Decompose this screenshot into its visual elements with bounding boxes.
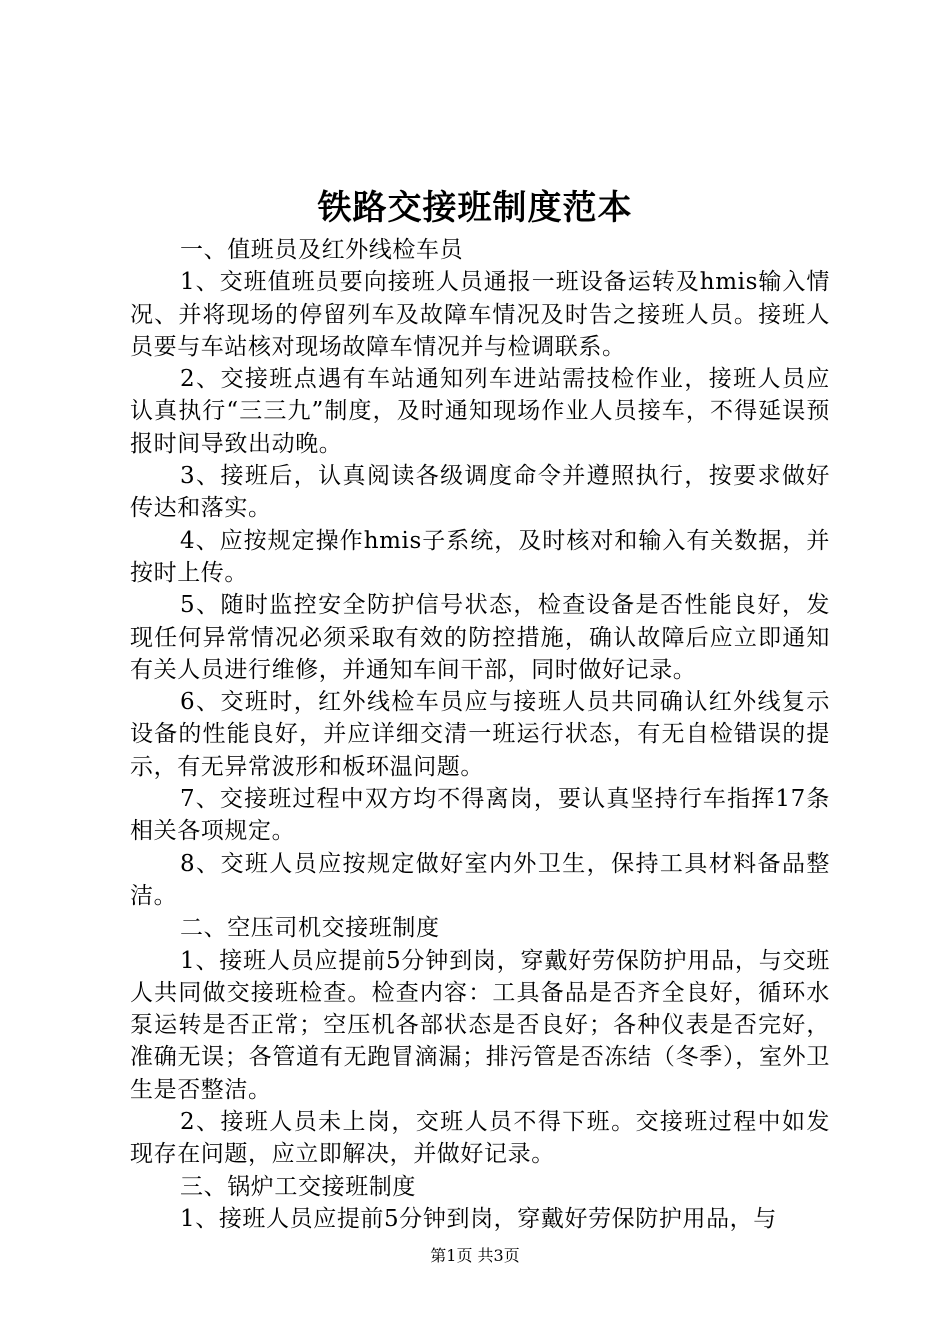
document-body — [130, 234, 830, 1235]
section-heading-2: 二、空压司机交接班制度 — [180, 915, 440, 942]
section-1-paragraph-8: 8、交班人员应按规定做好室内外卫生，保持工具材料备品整洁。 — [130, 850, 830, 909]
section-1-paragraph-4: 4、应按规定操作hmis子系统，及时核对和输入有关数据，并按时上传。 — [130, 527, 830, 586]
section-heading-3: 三、锅炉工交接班制度 — [180, 1173, 416, 1200]
section-heading-1: 一、值班员及红外线检车员 — [180, 237, 464, 263]
section-1-paragraph-6: 6、交班时，红外线检车员应与接班人员共同确认红外线复示设备的性能良好，并应详细交清一班运行状态，有无自检错误的提示，有无异常波形和板环温问题。 — [130, 689, 830, 780]
section-1-paragraph-5: 5、随时监控安全防护信号状态，检查设备是否性能良好，发现任何异常情况必须采取有效的防控措施，确认故障后应立即通知有关人员进行维修，并通知车间干部，同时做好记录。 — [130, 592, 830, 683]
page-footer: 第1页 共3页 — [430, 1246, 520, 1265]
section-2-paragraph-1: 1、接班人员应提前5分钟到岗，穿戴好劳保防护用品，与交班人共同做交接班检查。检查内容：工具备品是否齐全良好，循环水泵运转是否正常；空压机各部状态是否良好；各种仪表是否完好，准确无误；各管道有无跑冒滴漏；排污管是否冻结（冬季），室外卫生是否整洁。 — [130, 947, 830, 1103]
section-1-paragraph-1: 1、交班值班员要向接班人员通报一班设备运转及hmis输入情况、并将现场的停留列车及故障车情况及时告之接班人员。接班人员要与车站核对现场故障车情况并与检调联系。 — [130, 269, 830, 360]
section-3-paragraph-1: 1、接班人员应提前5分钟到岗，穿戴好劳保防护用品，与 — [180, 1205, 777, 1232]
section-2-paragraph-2: 2、接班人员未上岗，交班人员不得下班。交接班过程中如发现存在问题，应立即解决，并做好记录。 — [130, 1109, 830, 1168]
section-1-paragraph-3: 3、接班后，认真阅读各级调度命令并遵照执行，按要求做好传达和落实。 — [130, 463, 830, 522]
section-1-paragraph-2: 2、交接班点遇有车站通知列车进站需技检作业，接班人员应认真执行“三三九”制度，及时通知现场作业人员接车，不得延误预报时间导致出动晚。 — [130, 366, 830, 457]
document-title: 铁路交接班制度范本 — [317, 188, 633, 228]
section-1-paragraph-7: 7、交接班过程中双方均不得离岗，要认真坚持行车指挥17条相关各项规定。 — [130, 786, 830, 845]
